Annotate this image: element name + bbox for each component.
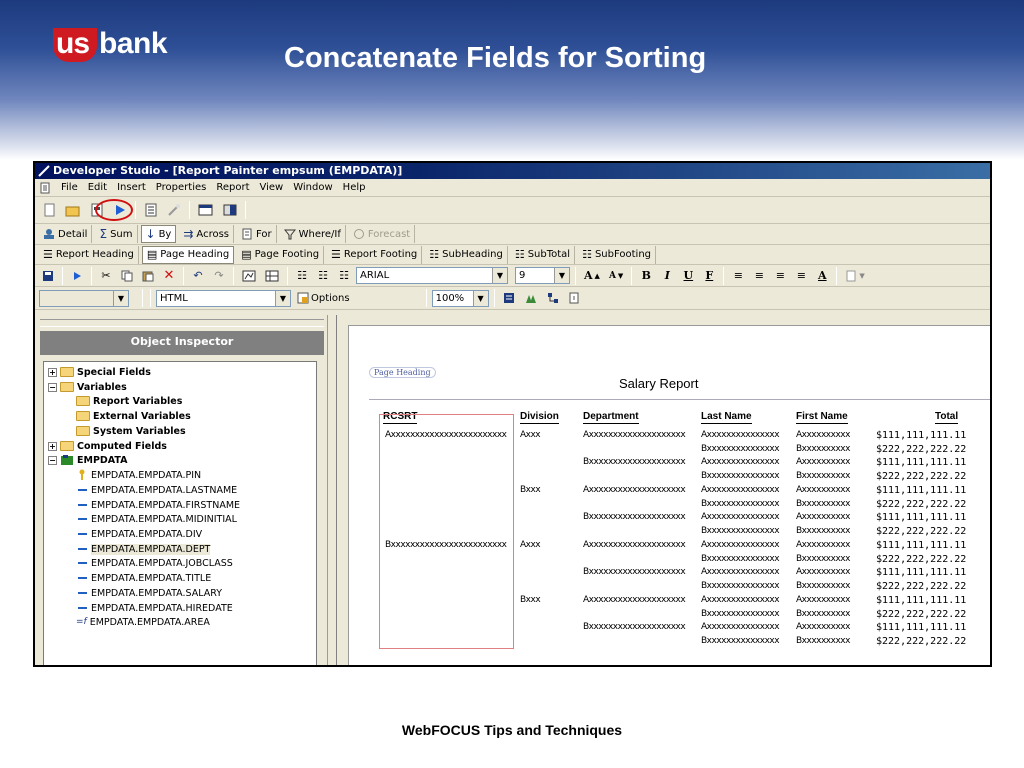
toolbar-separator <box>150 289 151 307</box>
toolbar-separator <box>631 267 632 285</box>
object-tree <box>43 361 317 667</box>
toolbar-separator <box>426 289 427 307</box>
chevron-down-icon[interactable]: ▼ <box>473 291 488 306</box>
logo-bank-text: bank <box>99 27 168 60</box>
cut-button[interactable] <box>97 267 115 285</box>
cell-department[interactable]: Axxxxxxxxxxxxxxxxxxxx <box>583 595 686 605</box>
subfooting-icon: ☷ <box>582 248 592 261</box>
by-icon: ↓ <box>145 227 156 241</box>
cell-last-name[interactable]: Axxxxxxxxxxxxxxx <box>701 622 780 632</box>
object-inspector-title: Object Inspector <box>40 331 324 355</box>
cell-total[interactable]: $222,222,222.22 <box>876 444 967 455</box>
cell-first-name[interactable]: Axxxxxxxxxx <box>796 457 850 467</box>
cell-last-name[interactable]: Axxxxxxxxxxxxxxx <box>701 567 780 577</box>
tree-node-computed-fields[interactable]: + Computed Fields <box>49 440 167 452</box>
cell-total[interactable]: $222,222,222.22 <box>876 471 967 482</box>
field-icon <box>76 501 88 509</box>
tree-field-lastname[interactable]: EMPDATA.EMPDATA.LASTNAME <box>76 483 237 497</box>
font-format-button[interactable]: F <box>705 269 714 282</box>
cell-first-name[interactable]: Axxxxxxxxxx <box>796 485 850 495</box>
cell-last-name[interactable]: Axxxxxxxxxxxxxxx <box>701 595 780 605</box>
font-size-value: 9 <box>519 270 526 281</box>
justify-button[interactable] <box>792 267 810 285</box>
field-icon <box>76 530 88 538</box>
toolbar-separator <box>91 267 92 285</box>
menu-bar <box>35 179 990 197</box>
tab-label: By <box>158 228 172 240</box>
folder-icon <box>76 411 90 421</box>
cell-last-name[interactable]: Bxxxxxxxxxxxxxxx <box>701 471 780 481</box>
field-icon <box>76 559 88 567</box>
tab-report-footing[interactable] <box>327 246 422 264</box>
tree-node-empdata[interactable]: − EMPDATA <box>49 454 128 466</box>
tab-report-heading[interactable] <box>39 246 139 264</box>
rcsrt-column-highlight <box>379 414 514 649</box>
cell-total[interactable]: $111,111,111.11 <box>876 457 967 468</box>
subheading-icon: ☷ <box>429 248 440 261</box>
options-label: Options <box>311 292 350 304</box>
chevron-down-icon[interactable]: ▼ <box>113 291 128 306</box>
page-setup-button[interactable] <box>565 289 583 307</box>
cell-total[interactable]: $111,111,111.11 <box>876 567 967 578</box>
cell-first-name[interactable]: Axxxxxxxxxx <box>796 430 850 440</box>
align-left-icon: ≡ <box>733 269 743 282</box>
chevron-down-icon: ▼ <box>859 271 865 280</box>
collapse-minus-icon[interactable]: − <box>49 382 56 392</box>
tab-across[interactable] <box>179 225 234 243</box>
cell-total[interactable]: $111,111,111.11 <box>876 512 967 523</box>
tab-detail[interactable] <box>39 225 92 243</box>
column-header-last-name[interactable]: Last Name <box>701 411 752 422</box>
cell-division[interactable]: Axxx <box>520 540 541 550</box>
key-icon <box>76 469 88 481</box>
wand-icon <box>167 203 181 217</box>
cell-last-name[interactable]: Bxxxxxxxxxxxxxxx <box>701 636 780 646</box>
toolbar-separator <box>189 201 190 219</box>
cell-last-name[interactable]: Axxxxxxxxxxxxxxx <box>701 540 780 550</box>
developer-studio-window <box>33 161 992 667</box>
style-select[interactable] <box>39 290 129 307</box>
font-name-value: ARIAL <box>360 270 390 281</box>
tree-field-title[interactable]: EMPDATA.EMPDATA.TITLE <box>76 571 211 585</box>
save-button[interactable] <box>39 267 57 285</box>
grow-font-label: A <box>584 269 593 282</box>
tree-node-special-fields[interactable]: + Special Fields <box>49 366 151 378</box>
join-button[interactable] <box>521 289 541 307</box>
tab-page-heading[interactable] <box>142 246 234 264</box>
cell-first-name[interactable]: Bxxxxxxxxxx <box>796 554 850 564</box>
tree-field-dept[interactable]: EMPDATA.EMPDATA.DEPT <box>76 542 210 556</box>
chevron-down-icon[interactable]: ▼ <box>492 268 507 283</box>
page-setup-icon <box>568 292 580 304</box>
wizard-button[interactable] <box>164 201 184 219</box>
cell-total[interactable]: $111,111,111.11 <box>876 430 967 441</box>
menu-file[interactable]: File <box>61 182 78 193</box>
align-right-icon: ≡ <box>775 269 785 282</box>
menu-help[interactable]: Help <box>342 182 366 193</box>
app-icon <box>38 165 50 177</box>
layout-icon <box>223 203 237 217</box>
columns-icon: ☷ <box>339 269 349 282</box>
tree-field-firstname[interactable]: EMPDATA.EMPDATA.FIRSTNAME <box>76 498 240 512</box>
window-icon <box>198 203 214 217</box>
hierarchy-icon <box>547 292 559 304</box>
cell-total[interactable]: $222,222,222.22 <box>876 636 967 647</box>
calculator-icon <box>503 292 515 304</box>
tab-label: Where/If <box>298 228 341 240</box>
detail-icon <box>43 228 55 240</box>
align-right-columns-button[interactable] <box>335 267 353 285</box>
report-section-tabs <box>35 245 990 265</box>
tab-label: Page Footing <box>254 249 320 260</box>
tab-subheading[interactable] <box>425 246 508 264</box>
forecast-icon <box>353 228 365 240</box>
new-file-button[interactable] <box>39 201 59 219</box>
scissors-icon: ✂ <box>101 269 111 282</box>
cell-total[interactable]: $222,222,222.22 <box>876 526 967 537</box>
column-header-department[interactable]: Department <box>583 411 639 422</box>
subtotal-icon: ☷ <box>514 248 525 261</box>
tree-node-system-variables[interactable]: System Variables <box>76 424 186 438</box>
formatting-toolbar <box>35 265 990 287</box>
run-icon <box>71 270 83 282</box>
folder-icon <box>76 396 90 406</box>
tree-node-report-variables[interactable]: Report Variables <box>76 394 182 408</box>
toolbar-separator <box>62 267 63 285</box>
cell-last-name[interactable]: Bxxxxxxxxxxxxxxx <box>701 444 780 454</box>
grow-font-button[interactable]: A ▲ <box>584 269 600 282</box>
italic-button[interactable]: I <box>664 269 670 282</box>
database-icon <box>60 454 74 466</box>
cell-first-name[interactable]: Bxxxxxxxxxx <box>796 444 850 454</box>
cell-first-name[interactable]: Axxxxxxxxxx <box>796 595 850 605</box>
open-folder-icon <box>65 203 81 217</box>
cell-last-name[interactable]: Axxxxxxxxxxxxxxx <box>701 430 780 440</box>
properties-button[interactable] <box>141 201 161 219</box>
folder-open-icon <box>60 382 74 392</box>
cell-department[interactable]: Axxxxxxxxxxxxxxxxxxxx <box>583 540 686 550</box>
columns-icon: ☷ <box>297 269 307 282</box>
tree-field-div[interactable]: EMPDATA.EMPDATA.DIV <box>76 527 202 541</box>
cell-last-name[interactable]: Bxxxxxxxxxxxxxxx <box>701 581 780 591</box>
align-left-button[interactable] <box>729 267 747 285</box>
cell-first-name[interactable]: Bxxxxxxxxxx <box>796 636 850 646</box>
tab-label: Detail <box>58 228 88 240</box>
cell-last-name[interactable]: Axxxxxxxxxxxxxxx <box>701 512 780 522</box>
cell-first-name[interactable]: Axxxxxxxxxx <box>796 512 850 522</box>
paste-icon <box>142 270 154 282</box>
tree-field-hiredate[interactable]: EMPDATA.EMPDATA.HIREDATE <box>76 601 233 615</box>
page-icon <box>845 270 857 282</box>
redo-button[interactable] <box>210 267 228 285</box>
hierarchy-button[interactable] <box>544 289 562 307</box>
chevron-down-icon[interactable]: ▼ <box>275 291 290 306</box>
toolbar-separator <box>494 289 495 307</box>
field-icon <box>76 604 88 612</box>
toolbar-separator <box>183 267 184 285</box>
align-center-icon: ≡ <box>754 269 764 282</box>
menu-insert[interactable]: Insert <box>117 182 146 193</box>
tree-field-midinitial[interactable]: EMPDATA.EMPDATA.MIDINITIAL <box>76 512 237 526</box>
cell-total[interactable]: $222,222,222.22 <box>876 609 967 620</box>
tree-node-external-variables[interactable]: External Variables <box>76 409 191 423</box>
column-header-first-name[interactable]: First Name <box>796 411 848 422</box>
cell-division[interactable]: Bxxx <box>520 595 541 605</box>
field-icon <box>76 589 88 597</box>
grid-button[interactable] <box>262 267 282 285</box>
cell-total[interactable]: $222,222,222.22 <box>876 554 967 565</box>
undo-button[interactable] <box>189 267 207 285</box>
folder-icon <box>60 367 74 377</box>
cell-department[interactable]: Bxxxxxxxxxxxxxxxxxxxx <box>583 567 686 577</box>
window-titlebar[interactable] <box>35 163 990 179</box>
toolbar-separator <box>142 289 143 307</box>
toolbar-separator <box>245 201 246 219</box>
tab-label: For <box>256 228 272 240</box>
menu-properties[interactable]: Properties <box>155 182 207 193</box>
delete-x-icon: ✕ <box>163 268 175 283</box>
toolbar-separator <box>287 267 288 285</box>
cell-total[interactable]: $222,222,222.22 <box>876 581 967 592</box>
tab-for[interactable] <box>237 225 277 243</box>
field-icon <box>76 486 88 494</box>
redo-icon: ↷ <box>214 269 224 282</box>
cell-rcsrt[interactable]: Bxxxxxxxxxxxxxxxxxxxxxxxx <box>385 540 507 550</box>
object-inspector-pane <box>35 315 327 667</box>
tab-label: Across <box>196 228 229 240</box>
font-size-select[interactable] <box>515 267 570 284</box>
menu-report[interactable]: Report <box>216 182 250 193</box>
cell-department[interactable]: Axxxxxxxxxxxxxxxxxxxx <box>583 430 686 440</box>
cell-first-name[interactable]: Bxxxxxxxxxx <box>796 526 850 536</box>
output-toolbar <box>35 287 990 310</box>
cell-last-name[interactable]: Bxxxxxxxxxxxxxxx <box>701 609 780 619</box>
toolbar-separator <box>836 267 837 285</box>
shrink-font-button[interactable]: A ▼ <box>608 270 624 281</box>
toolbar-separator <box>135 201 136 219</box>
tab-label: SubHeading <box>442 249 503 260</box>
tab-forecast[interactable] <box>349 225 415 243</box>
cell-last-name[interactable]: Axxxxxxxxxxxxxxx <box>701 485 780 495</box>
folder-icon <box>76 426 90 436</box>
pane-splitter[interactable] <box>327 315 337 667</box>
pane-grip[interactable] <box>40 319 324 327</box>
tab-by[interactable] <box>141 225 177 243</box>
report-footing-icon: ☰ <box>331 248 341 261</box>
sigma-icon: Σ <box>99 227 108 241</box>
tree-field-salary[interactable]: EMPDATA.EMPDATA.SALARY <box>76 586 222 600</box>
tab-label: SubTotal <box>527 249 571 260</box>
cell-last-name[interactable]: Bxxxxxxxxxxxxxxx <box>701 554 780 564</box>
cell-division[interactable]: Axxx <box>520 430 541 440</box>
bold-button[interactable]: B <box>641 269 651 282</box>
cell-total[interactable]: $111,111,111.11 <box>876 595 967 606</box>
tab-subfooting[interactable] <box>578 246 656 264</box>
for-icon <box>241 228 253 240</box>
toolbar-separator <box>233 267 234 285</box>
chart-style-button[interactable] <box>239 267 259 285</box>
cell-total[interactable]: $111,111,111.11 <box>876 622 967 633</box>
undo-icon: ↶ <box>193 269 203 282</box>
field-icon <box>76 545 88 553</box>
style-options-button[interactable] <box>842 267 867 285</box>
across-icon: ⇉ <box>183 227 194 241</box>
tab-page-footing[interactable] <box>237 246 324 264</box>
cell-last-name[interactable]: Axxxxxxxxxxxxxxx <box>701 457 780 467</box>
menu-window[interactable]: Window <box>293 182 333 193</box>
report-canvas-area <box>337 315 992 667</box>
cell-department[interactable]: Bxxxxxxxxxxxxxxxxxxxx <box>583 457 686 467</box>
field-icon <box>76 574 88 582</box>
cell-department[interactable]: Bxxxxxxxxxxxxxxxxxxxx <box>583 622 686 632</box>
tab-label: SubFooting <box>594 249 652 260</box>
output-format-select[interactable] <box>156 290 291 307</box>
toolbar-separator <box>575 267 576 285</box>
tab-label: Page Heading <box>160 249 230 260</box>
cell-total[interactable]: $111,111,111.11 <box>876 485 967 496</box>
menu-view[interactable]: View <box>259 182 284 193</box>
slide-title: Concatenate Fields for Sorting <box>284 42 707 74</box>
tab-label: Forecast <box>367 228 411 240</box>
page-heading-tag[interactable]: Page Heading <box>369 367 436 378</box>
grid-icon <box>265 270 279 282</box>
column-header-rcsrt[interactable]: RCSRT <box>383 411 418 422</box>
document-icon[interactable] <box>39 182 51 194</box>
column-header-division[interactable]: Division <box>520 411 559 422</box>
columns-icon: ☷ <box>318 269 328 282</box>
tree-field-area[interactable]: =f EMPDATA.EMPDATA.AREA <box>76 616 210 628</box>
tab-label: Report Footing <box>343 249 418 260</box>
cell-rcsrt[interactable]: Axxxxxxxxxxxxxxxxxxxxxxxx <box>385 430 507 440</box>
cell-total[interactable]: $222,222,222.22 <box>876 499 967 510</box>
window-title: Developer Studio - [Report Painter empsum (EMPDATA)] <box>53 164 403 177</box>
cell-first-name[interactable]: Bxxxxxxxxxx <box>796 609 850 619</box>
cell-department[interactable]: Axxxxxxxxxxxxxxxxxxxx <box>583 485 686 495</box>
folder-icon <box>60 441 74 451</box>
cell-first-name[interactable]: Axxxxxxxxxx <box>796 540 850 550</box>
tree-node-variables[interactable]: − Variables <box>49 381 127 393</box>
join-icon <box>524 292 538 304</box>
calculator-button[interactable] <box>500 289 518 307</box>
options-icon <box>297 292 309 304</box>
properties-icon <box>144 203 158 217</box>
align-left-columns-button[interactable] <box>293 267 311 285</box>
paste-button[interactable] <box>139 267 157 285</box>
align-right-button[interactable] <box>771 267 789 285</box>
page-footing-icon: ▤ <box>241 248 252 261</box>
cell-first-name[interactable]: Bxxxxxxxxxx <box>796 581 850 591</box>
cell-last-name[interactable]: Bxxxxxxxxxxxxxxx <box>701 499 780 509</box>
standard-toolbar <box>35 197 990 224</box>
layout-button[interactable] <box>220 201 240 219</box>
font-name-select[interactable] <box>356 267 508 284</box>
report-heading-icon: ☰ <box>43 248 53 261</box>
toolbar-separator <box>723 267 724 285</box>
window-button[interactable] <box>195 201 217 219</box>
copy-button[interactable] <box>118 267 136 285</box>
column-header-total[interactable]: Total <box>935 411 959 422</box>
menu-edit[interactable]: Edit <box>87 182 108 193</box>
cell-first-name[interactable]: Axxxxxxxxxx <box>796 622 850 632</box>
cell-first-name[interactable]: Axxxxxxxxxx <box>796 567 850 577</box>
field-icon <box>76 515 88 523</box>
font-color-button[interactable] <box>813 267 831 285</box>
cell-total[interactable]: $111,111,111.11 <box>876 540 967 551</box>
tab-label: Report Heading <box>55 249 134 260</box>
copy-icon <box>121 270 133 282</box>
delete-button[interactable] <box>160 267 178 285</box>
cell-department[interactable]: Bxxxxxxxxxxxxxxxxxxxx <box>583 512 686 522</box>
computed-field-icon: =f <box>76 617 87 627</box>
options-button[interactable] <box>294 289 353 307</box>
report-element-tabs <box>35 224 990 245</box>
tree-field-jobclass[interactable]: EMPDATA.EMPDATA.JOBCLASS <box>76 556 233 570</box>
cell-division[interactable]: Bxxx <box>520 485 541 495</box>
zoom-select[interactable] <box>432 290 489 307</box>
output-format-value: HTML <box>160 292 188 304</box>
expand-plus-icon[interactable]: + <box>49 441 56 451</box>
shrink-font-label: A <box>608 270 616 281</box>
run-small-button[interactable] <box>68 267 86 285</box>
report-title[interactable]: Salary Report <box>619 376 699 391</box>
cell-first-name[interactable]: Bxxxxxxxxxx <box>796 499 850 509</box>
floppy-icon <box>42 270 54 282</box>
slide-footer: WebFOCUS Tips and Techniques <box>401 722 623 738</box>
new-file-icon <box>42 203 56 217</box>
tab-where-if[interactable] <box>280 225 346 243</box>
tab-sum[interactable] <box>95 225 137 243</box>
tab-subtotal[interactable] <box>511 246 575 264</box>
report-canvas <box>348 325 992 667</box>
align-center-columns-button[interactable] <box>314 267 332 285</box>
collapse-minus-icon[interactable]: − <box>49 455 56 465</box>
underline-button[interactable]: U <box>683 269 694 282</box>
tree-field-pin[interactable]: EMPDATA.EMPDATA.PIN <box>76 468 201 482</box>
cell-last-name[interactable]: Bxxxxxxxxxxxxxxx <box>701 526 780 536</box>
logo-us-mark: us <box>53 28 97 62</box>
chevron-down-icon[interactable]: ▼ <box>554 268 569 283</box>
highlight-ellipse <box>95 199 133 221</box>
justify-icon: ≡ <box>796 269 806 282</box>
zoom-value: 100% <box>435 292 465 304</box>
filter-icon <box>284 228 296 240</box>
cell-first-name[interactable]: Bxxxxxxxxxx <box>796 471 850 481</box>
expand-plus-icon[interactable]: + <box>49 367 56 377</box>
tab-label: Sum <box>110 228 133 240</box>
font-color-label: A <box>818 269 827 282</box>
align-center-button[interactable] <box>750 267 768 285</box>
open-button[interactable] <box>62 201 84 219</box>
slide-header <box>0 0 1024 160</box>
heading-divider <box>369 399 992 400</box>
page-heading-icon: ▤ <box>146 248 158 261</box>
chart-style-icon <box>242 270 256 282</box>
